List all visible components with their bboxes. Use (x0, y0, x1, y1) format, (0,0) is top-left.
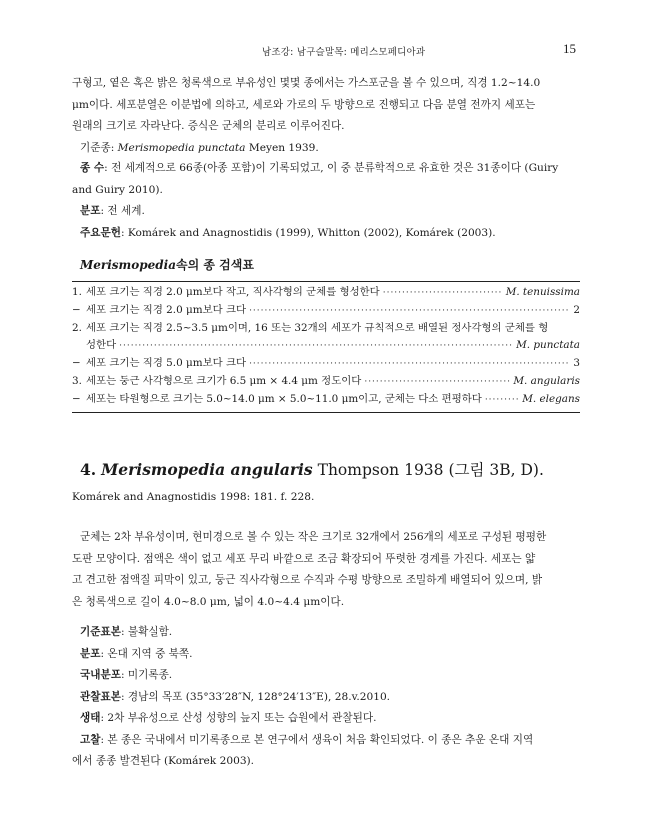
key-row (72, 373, 580, 391)
key-row-result: M. elegans (522, 392, 580, 405)
key-row-number: − (72, 392, 81, 405)
species-description (72, 527, 580, 613)
key-row-text: 세포 크기는 직경 5.0 μm보다 크다 (86, 357, 247, 370)
key-row-number: 1. (72, 286, 82, 298)
ecology-label: 생태 (80, 712, 101, 724)
type-species-label: 기준종: (80, 141, 115, 154)
main-literature-line (72, 223, 580, 245)
species-reference: Komárek and Anagnostidis 1998: 181. f. 228. (72, 491, 315, 503)
key-row-text: 세포 크기는 직경 2.0 μm보다 크다 (86, 303, 247, 316)
type-species-author: Meyen 1939. (248, 141, 319, 154)
remarks-text: : 본 종은 국내에서 미기록종으로 본 연구에서 생육이 처음 확인되었다. 이 종은 추운 온대 지역 (100, 733, 534, 746)
genus-distribution-text: : 전 세계. (100, 205, 145, 217)
key-row-result: M. tenuissima (505, 286, 580, 298)
species-author: Thompson 1938 (그림 3B, D). (317, 461, 544, 479)
desc-line-1: 군체는 2차 부유성이며, 현미경으로 볼 수 있는 작은 크기로 32개에서 256개의 세포로 구성된 평평한 (80, 531, 547, 543)
intro-line-3: 원래의 크기로 자라난다. 증식은 군체의 분리로 이루어진다. (72, 120, 345, 132)
type-species-line (72, 138, 580, 160)
key-row-text: 성한다 (86, 339, 117, 352)
key-row-leader-dots (485, 392, 519, 410)
species-count-line (72, 158, 580, 180)
key-row-leader-dots (119, 338, 513, 356)
identification-key (72, 284, 580, 409)
korea-distribution-line (72, 665, 580, 687)
species-details (72, 622, 580, 773)
korea-distribution-text: : 미기록종. (120, 669, 173, 681)
key-bottom-rule (72, 412, 580, 413)
holotype-text: : 불확실함. (120, 626, 173, 638)
key-row (72, 320, 580, 338)
key-row-result: M. punctata (516, 339, 580, 352)
key-title (80, 256, 254, 273)
species-number: 4. (80, 460, 97, 479)
page-number: 15 (563, 41, 576, 56)
intro-line-2: μm이다. 세포분열은 이분법에 의하고, 세로와 가로의 두 방향으로 진행되고 다음 분열 전까지 세포는 (72, 98, 536, 111)
korea-distribution-label: 국내분포 (80, 669, 121, 681)
species-count-line-2: and Guiry 2010). (72, 183, 163, 196)
remarks-line-2: 에서 종종 발견된다 (Komárek 2003). (72, 755, 255, 767)
intro-paragraph (72, 73, 580, 159)
key-title-genus: Merismopedia (80, 258, 177, 272)
genus-distribution-label: 분포 (80, 205, 101, 217)
observed-specimen-label: 관찰표본 (80, 690, 121, 703)
key-row-number: 3. (72, 374, 82, 387)
ecology-line (72, 708, 580, 730)
key-title-text: 속의 종 검색표 (176, 258, 254, 272)
key-row (72, 284, 580, 302)
holotype-line (72, 622, 580, 644)
desc-line-4: 은 청록색으로 길이 4.0~8.0 μm, 넓이 4.0~4.4 μm이다. (72, 595, 345, 608)
main-literature-text: : Komárek and Anagnostidis (1999), Whitton (2002), Komárek (2003). (120, 226, 496, 239)
observed-specimen-text: : 경남의 목포 (35°33′28″N, 128°24′13″E), 28.v.2010. (120, 690, 391, 703)
intro-line-1: 구형고, 옅은 혹은 밝은 청록색으로 부유성인 몇몇 종에서는 가스포군을 볼 수 있으며, 직경 1.2~14.0 (72, 77, 541, 89)
key-row-number: − (72, 303, 81, 316)
holotype-label: 기준표본 (80, 626, 121, 638)
genus-info (72, 158, 580, 244)
key-row (72, 302, 580, 320)
distribution-line (72, 644, 580, 666)
desc-line-2: 도판 모양이다. 점액은 색이 없고 세포 무리 바깥으로 조금 확장되어 뚜렷한 경계를 가진다. 세포는 얇 (72, 552, 536, 565)
species-count-label: 종 수 (80, 162, 105, 174)
key-row-number: − (72, 357, 81, 370)
genus-distribution-line (72, 201, 580, 223)
key-row-leader-dots (364, 374, 510, 392)
key-row (72, 355, 580, 373)
key-row-number: 2. (72, 321, 82, 334)
key-row-text: 세포는 둥근 사각형으로 크기가 6.5 μm × 4.4 μm 정도이다 (86, 374, 362, 387)
key-row-result: M. angularis (513, 374, 580, 387)
remarks-line (72, 730, 580, 752)
page-header (0, 41, 652, 60)
key-row-result: 3 (573, 357, 580, 370)
key-row-text: 세포 크기는 직경 2.5~3.5 μm이며, 16 또는 32개의 세포가 규칙적으로 배열된 정사각형의 군체를 형 (86, 321, 549, 334)
main-literature-label: 주요문헌 (80, 226, 121, 239)
key-row-result: 2 (573, 303, 580, 316)
key-row-text: 세포는 타원형으로 크기는 5.0~14.0 μm × 5.0~11.0 μm이고, 군체는 다소 편평하다 (86, 392, 482, 405)
distribution-label: 분포 (80, 647, 101, 660)
key-row-leader-dots (249, 356, 570, 374)
type-species-name: Merismopedia punctata (117, 141, 246, 154)
key-row-leader-dots (383, 285, 503, 303)
species-name: Merismopedia angularis (101, 460, 313, 479)
key-row (72, 391, 580, 409)
ecology-text: : 2차 부유성으로 산성 성향의 늪지 또는 습원에서 관찰된다. (100, 712, 377, 724)
key-row (72, 337, 580, 355)
running-title: 남조강: 남구슬말목: 메리스모페디아과 (262, 47, 426, 58)
key-row-text: 세포 크기는 직경 2.0 μm보다 작고, 직사각형의 군체를 형성한다 (86, 286, 380, 298)
desc-line-3: 고 견고한 점액질 피막이 있고, 둥근 직사각형으로 수직과 수평 방향으로 조밀하게 배열되어 있으며, 밝 (72, 574, 543, 586)
species-heading (80, 458, 544, 480)
key-top-rule (72, 281, 580, 282)
species-count-text: : 전 세계적으로 66종(아종 포함)이 기록되었고, 이 중 분류학적으로 유효한 것은 31종이다 (Guiry (104, 162, 559, 174)
observed-specimen-line (72, 687, 580, 709)
key-row-leader-dots (249, 303, 570, 321)
remarks-label: 고찰 (80, 733, 101, 746)
distribution-text: : 온대 지역 중 북쪽. (100, 647, 193, 660)
